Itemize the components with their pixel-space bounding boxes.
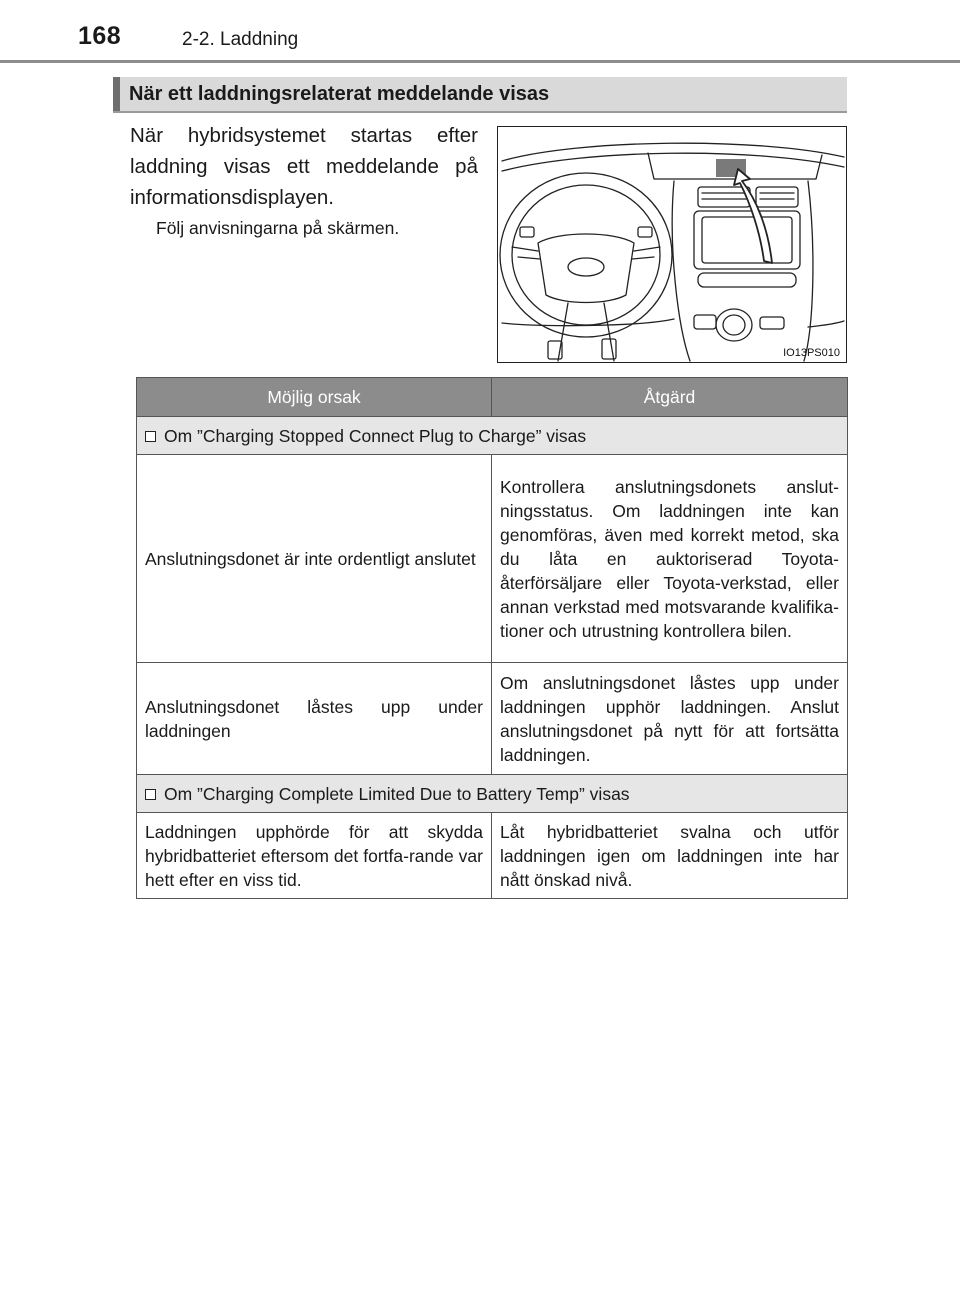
cause-cell: Anslutningsdonet är inte ordentligt anslutet	[137, 455, 492, 663]
cause-cell: Anslutningsdonet låstes upp under laddningen	[137, 663, 492, 775]
group-row	[137, 775, 848, 813]
column-header-action: Åtgärd	[492, 378, 848, 417]
group-title: Om ”Charging Stopped Connect Plug to Charge” visas	[164, 425, 587, 446]
group-row	[137, 417, 848, 455]
section-heading-text: När ett laddningsrelaterat meddelande visas	[129, 83, 550, 105]
checkbox-icon	[145, 789, 156, 800]
group-title-cell	[137, 775, 848, 813]
message-table	[136, 377, 848, 899]
section-heading	[113, 77, 847, 113]
chapter-title: 2-2. Laddning	[182, 29, 299, 50]
page-number: 168	[78, 22, 122, 50]
group-title: Om ”Charging Complete Limited Due to Battery Temp” visas	[164, 783, 630, 804]
heading-accent-bar	[113, 77, 120, 111]
action-cell: Låt hybridbatteriet svalna och utför laddningen igen om laddningen inte har nått önskad nivå.	[492, 813, 848, 899]
table-row	[137, 455, 848, 663]
illustration-code: IO13PS010	[783, 347, 840, 359]
intro-paragraph: När hybridsystemet startas efter laddning visas ett meddelande på informationsdisplayen.	[130, 124, 478, 209]
table-row	[137, 813, 848, 899]
header-rule	[0, 60, 960, 63]
instruction-text: Följ anvisningarna på skärmen.	[156, 218, 400, 238]
table-header-row	[137, 378, 848, 417]
action-cell: Om anslutningsdonet låstes upp under laddningen upphör laddningen. Anslut anslutningsdonet på nytt för att fortsätta laddningen.	[492, 663, 848, 775]
table-row	[137, 663, 848, 775]
column-header-cause: Möjlig orsak	[137, 378, 492, 417]
checkbox-icon	[145, 431, 156, 442]
dashboard-drawing	[498, 127, 847, 363]
cause-cell: Laddningen upphörde för att skydda hybridbatteriet eftersom det fortfa-rande var hett efter en viss tid.	[137, 813, 492, 899]
action-cell: Kontrollera anslutningsdonets anslut-ningsstatus. Om laddningen inte kan genomföras, även med korrekt metod, ska du låta en auktoriserad Toyota-återförsäljare eller Toyota-verkstad, eller annan verkstad med motsvarande kvalifika-tioner och utrustning kontrollera bilen.	[492, 455, 848, 663]
dashboard-illustration	[497, 126, 847, 363]
group-title-cell	[137, 417, 848, 455]
